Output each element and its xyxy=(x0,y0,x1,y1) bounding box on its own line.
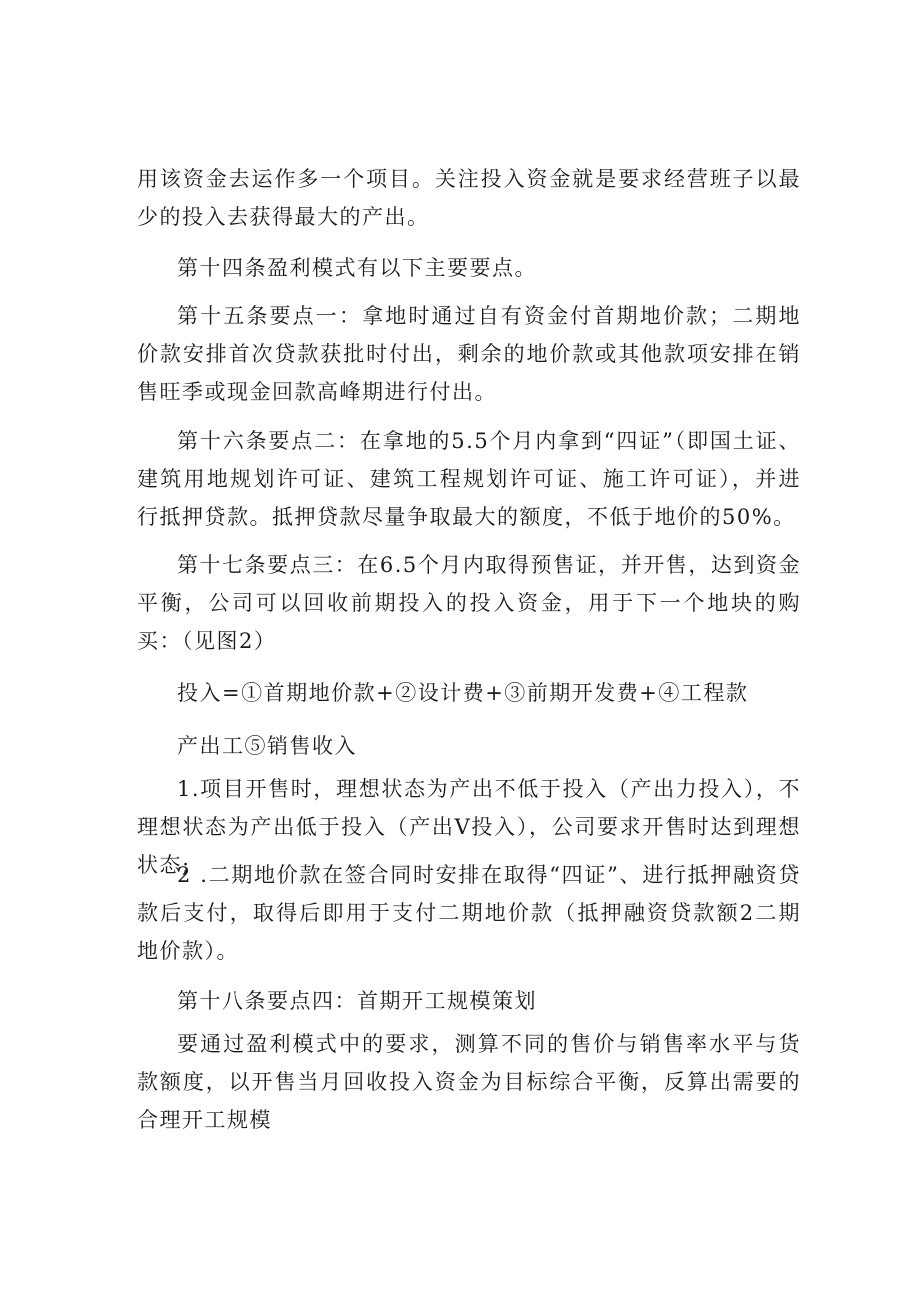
paragraph-input-formula: 投入=①首期地价款+②设计费+③前期开发费+④工程款 xyxy=(177,681,749,705)
paragraph-item-2: 2 .二期地价款在签合同时安排在取得“四证”、进行抵押融资贷款后支付，取得后即用于支付二期地价款（抵押融资贷款额2二期地价款）。 xyxy=(137,863,801,963)
paragraph-article-18: 第十八条要点四：首期开工规模策划 xyxy=(177,989,537,1013)
paragraph-article-17: 第十七条要点三：在6.5个月内取得预售证，并开售，达到资金平衡，公司可以回收前期投入的投入资金，用于下一个地块的购买：（见图2） xyxy=(137,553,801,653)
paragraph-item-1: 1.项目开售时，理想状态为产出不低于投入（产出力投入），不理想状态为产出低于投入（产出V投入），公司要求开售时达到理想状态; xyxy=(137,777,801,877)
paragraph-article-15: 第十五条要点一：拿地时通过自有资金付首期地价款；二期地价款安排首次贷款获批时付出，剩余的地价款或其他款项安排在销售旺季或现金回款高峰期进行付出。 xyxy=(137,304,801,404)
paragraph-article-16: 第十六条要点二：在拿地的5.5个月内拿到“四证”（即国土证、建筑用地规划许可证、建筑工程规划许可证、施工许可证），并进行抵押贷款。抵押贷款尽量争取最大的额度，不低于地价的50%。 xyxy=(137,429,801,529)
paragraph-continuation: 用该资金去运作多一个项目。关注投入资金就是要求经营班子以最少的投入去获得最大的产出。 xyxy=(137,167,801,229)
paragraph-planning: 要通过盈利模式中的要求，测算不同的售价与销售率水平与货款额度，以开售当月回收投入资金为目标综合平衡，反算出需要的合理开工规模 xyxy=(137,1032,801,1132)
paragraph-output-formula: 产出工⑤销售收入 xyxy=(177,734,357,758)
paragraph-article-14: 第十四条盈利模式有以下主要要点。 xyxy=(177,256,537,280)
